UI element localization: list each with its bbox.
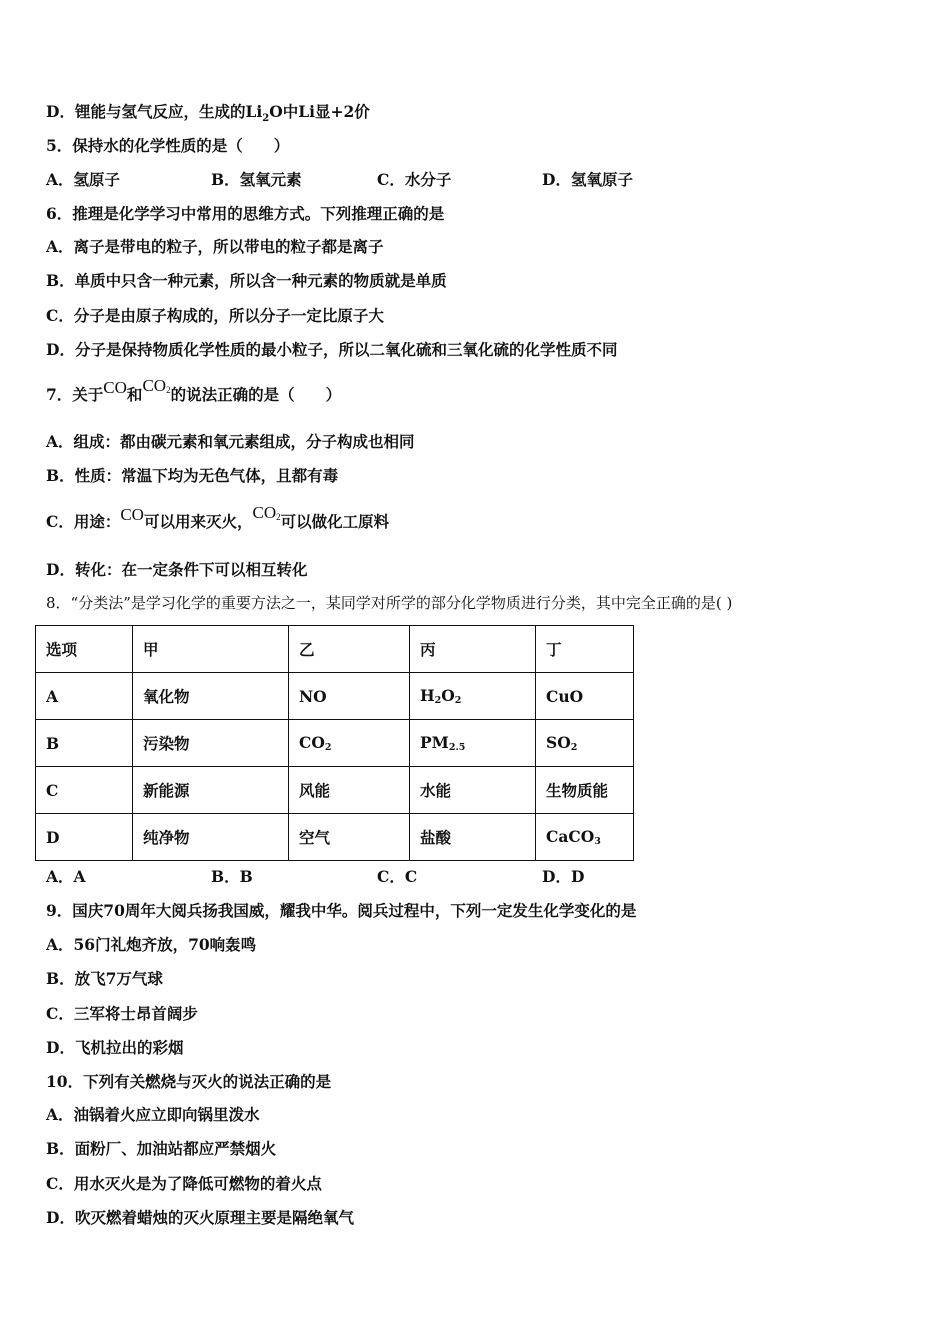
table-cell: A [36,673,133,720]
q9-option-a: A．56门礼炮齐放，70响轰鸣 [46,935,257,954]
q5-option-b: B．氢氧元素 [211,170,302,189]
q7-option-a: A．组成：都由碳元素和氧元素组成，分子构成也相同 [46,432,415,451]
q7-stem [46,376,342,409]
q10-option-b: B．面粉厂、加油站都应严禁烟火 [46,1139,277,1158]
table-cell: 风能 [289,767,410,814]
q5-stem: 5．保持水的化学性质的是（ ） [46,136,290,155]
table-row [36,673,634,720]
q7-post: 的说法正确的是（ ） [170,385,342,404]
q9-option-c: C．三军将士昂首阔步 [46,1004,198,1023]
table-header-cell: 乙 [289,626,410,673]
table-cell: 氧化物 [133,673,289,720]
q9-option-d: D．飞机拉出的彩烟 [46,1038,184,1057]
co2-sub: 2 [166,385,171,395]
q9-option-b: B．放飞7万气球 [46,969,163,988]
q8-option-b: B．B [211,867,253,886]
co2-sub-c: 2 [276,512,281,522]
table-cell: 生物质能 [536,767,634,814]
q6-option-a: A．离子是带电的粒子，所以带电的粒子都是离子 [46,237,384,256]
q5-option-d: D．氢氧原子 [542,170,633,189]
table-cell: 纯净物 [133,814,289,861]
table-header-cell: 甲 [133,626,289,673]
table-row [36,720,634,767]
q5-option-c: C．水分子 [377,170,452,189]
formula-sub: 2 [570,742,578,753]
q4d-text: D．锂能与氢气反应，生成的Li [46,102,263,121]
table-cell: CuO [536,673,634,720]
co2-base: CO [142,376,167,395]
q4d-tail: O中Li显+2价 [269,102,370,121]
formula-sub: 2 [324,742,332,753]
co-formula [103,378,127,397]
co-text: CO [103,378,127,397]
q10-stem: 10．下列有关燃烧与灭火的说法正确的是 [46,1072,332,1091]
q4d-sub: 2 [262,113,270,125]
formula-sub: 2 [434,695,442,706]
table-cell: 污染物 [133,720,289,767]
table-header-cell: 丙 [410,626,536,673]
table-row [36,767,634,814]
table-cell: C [36,767,133,814]
q7-option-d: D．转化：在一定条件下可以相互转化 [46,560,308,579]
formula-part: H [420,686,435,705]
q8-option-c: C．C [377,867,418,886]
q10-option-c: C．用水灭火是为了降低可燃物的着火点 [46,1174,322,1193]
co2-base-c: CO [252,503,277,522]
formula-sub: 2 [454,695,462,706]
formula-part: CaCO [546,827,595,846]
q5-option-a: A．氢原子 [46,170,121,189]
table-cell: D [36,814,133,861]
table-cell: 盐酸 [410,814,536,861]
q6-stem: 6．推理是化学学习中常用的思维方式。下列推理正确的是 [46,204,445,223]
table-cell: 新能源 [133,767,289,814]
q7-mid: 和 [126,385,143,404]
table-cell-formula [410,720,536,767]
q4-option-d [46,102,370,129]
q7c-pre: C．用途： [46,512,121,531]
co2-formula-c [252,503,280,522]
q7-option-c [46,503,390,536]
q8-option-a: A．A [46,867,86,886]
formula-part: SO [546,733,571,752]
table-cell: NO [289,673,410,720]
table-header-row [36,626,634,673]
table-cell-formula [536,814,634,861]
formula-sub: 2.5 [448,742,466,753]
table-row [36,814,634,861]
formula-sub: 3 [594,836,601,847]
q7c-mid: 可以用来灭火， [143,512,253,531]
table-header-cell: 丁 [536,626,634,673]
q6-option-b: B．单质中只含一种元素，所以含一种元素的物质就是单质 [46,271,447,290]
co-text-c: CO [120,505,144,524]
table-cell: 水能 [410,767,536,814]
q7c-post: 可以做化工原料 [280,512,390,531]
table-header-cell: 选项 [36,626,133,673]
q6-option-c: C．分子是由原子构成的，所以分子一定比原子大 [46,306,384,325]
q8-stem: 8．“分类法”是学习化学的重要方法之一，某同学对所学的部分化学物质进行分类，其中完全正确的是( ) [46,594,733,612]
table-cell: 空气 [289,814,410,861]
q10-option-d: D．吹灭燃着蜡烛的灭火原理主要是隔绝氧气 [46,1208,354,1227]
q7-option-b: B．性质：常温下均为无色气体，且都有毒 [46,466,339,485]
formula-part: PM [420,733,449,752]
table-cell-formula [289,720,410,767]
formula-part: CO [299,733,325,752]
q10-option-a: A．油锅着火应立即向锅里泼水 [46,1105,260,1124]
table-cell: B [36,720,133,767]
formula-part: O [441,686,455,705]
table-cell-formula [410,673,536,720]
classification-table [35,625,634,861]
q8-option-d: D．D [542,867,585,886]
q9-stem: 9．国庆70周年大阅兵扬我国威，耀我中华。阅兵过程中，下列一定发生化学变化的是 [46,901,637,920]
co-formula-c [120,505,144,524]
co2-formula [142,376,170,395]
q6-option-d: D．分子是保持物质化学性质的最小粒子，所以二氧化硫和三氧化硫的化学性质不同 [46,340,618,359]
q7-pre: 7．关于 [46,385,104,404]
table-cell-formula [536,720,634,767]
